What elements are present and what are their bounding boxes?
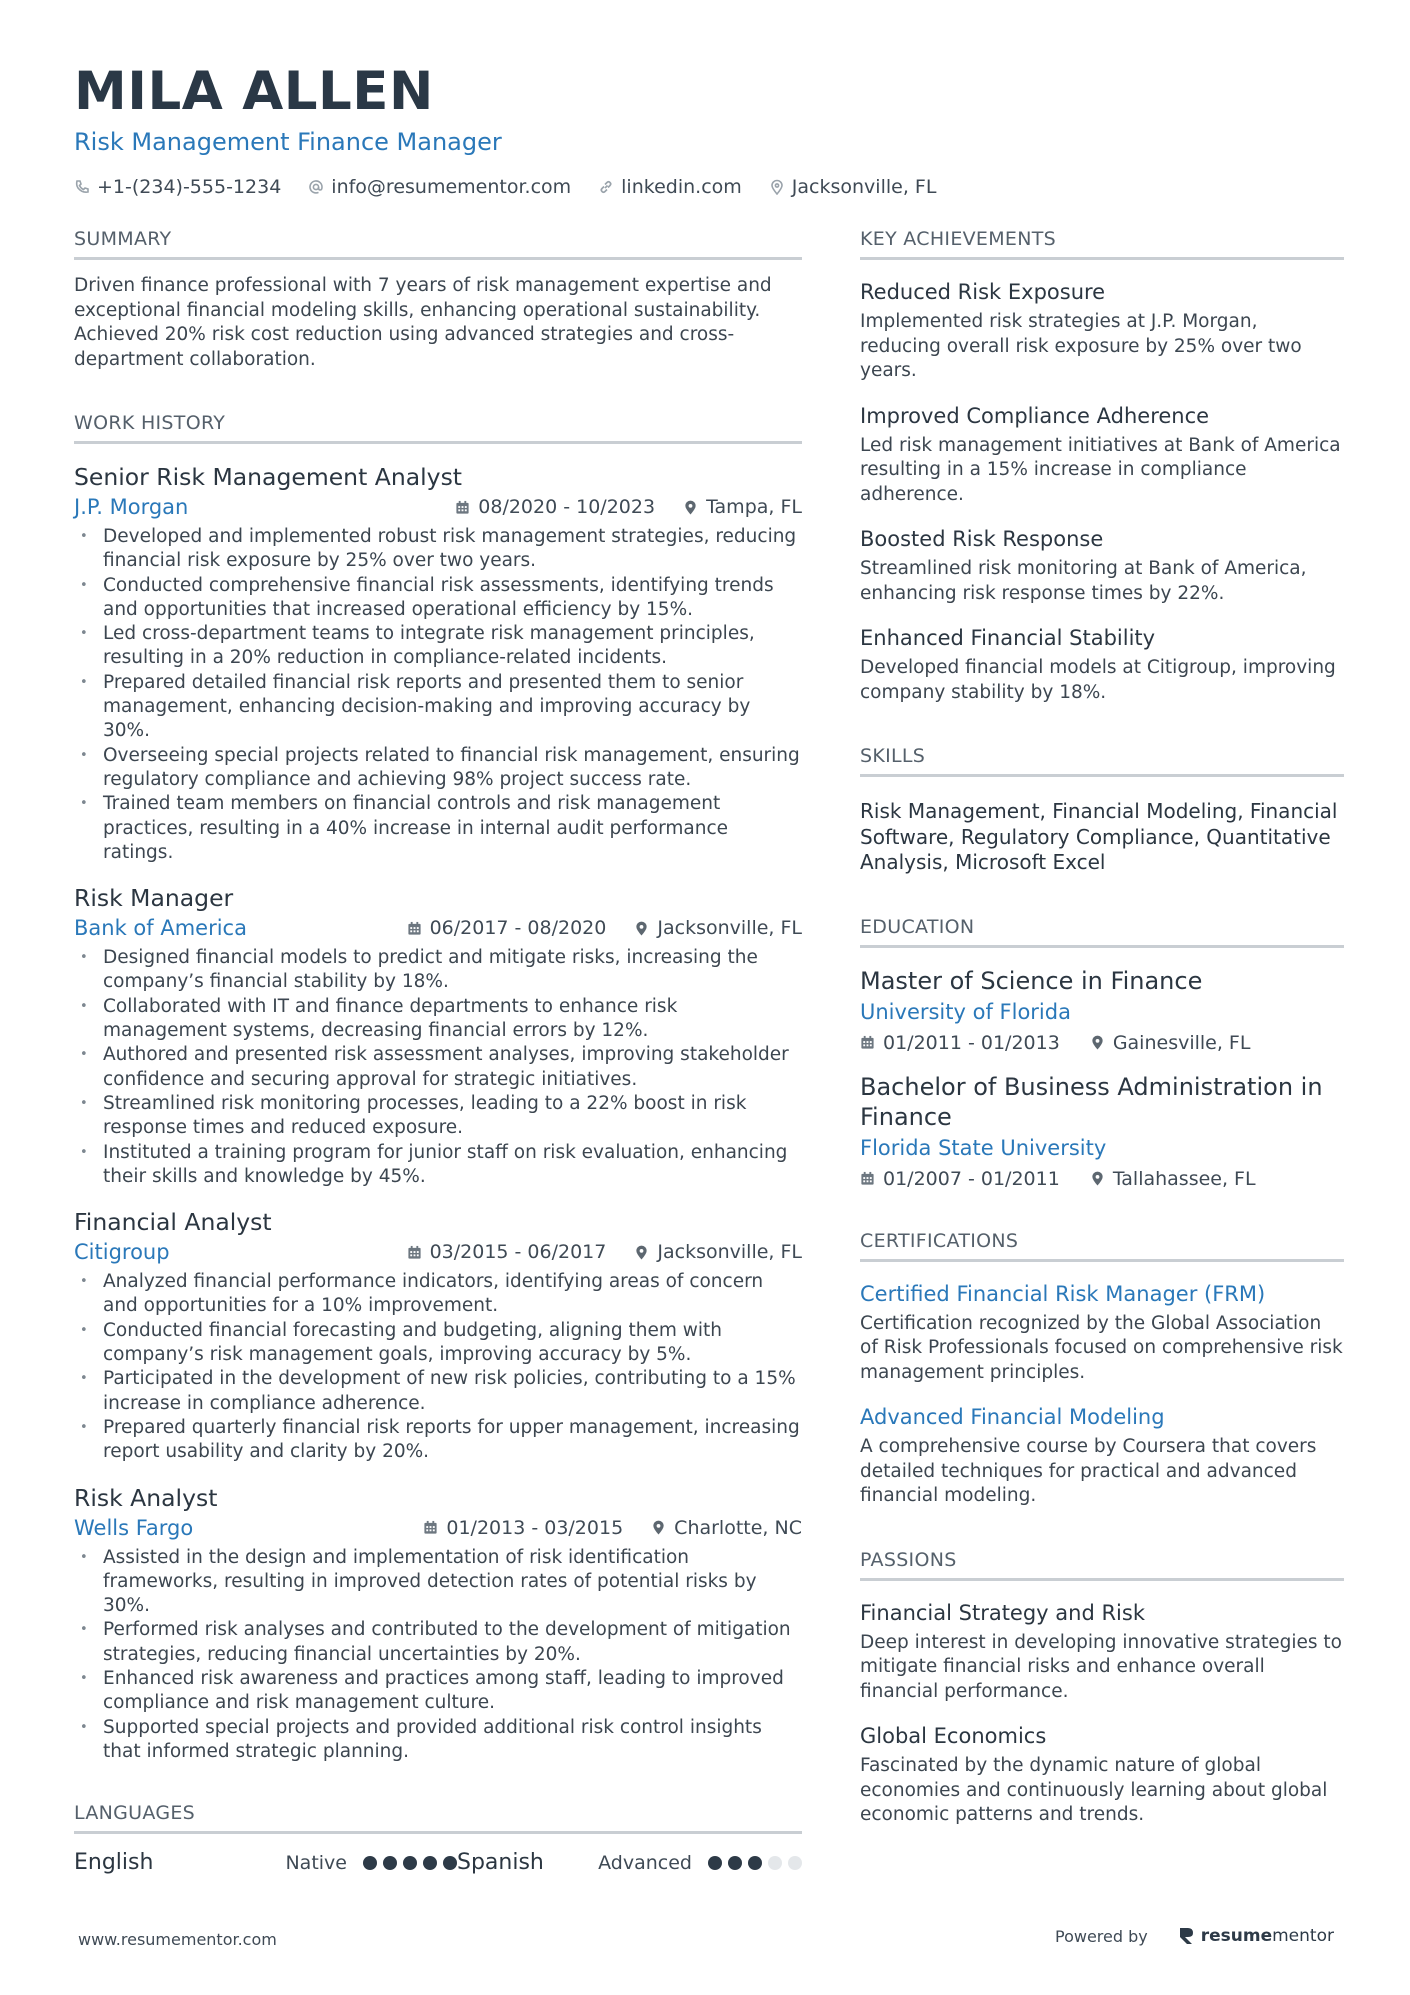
bullet-item: • Led cross-department teams to integrate risk management principles, resulting in a 20% reduction in compliance-related incidents. xyxy=(74,622,802,671)
brand-name-bold: resume xyxy=(1200,1926,1273,1946)
location-pin-icon xyxy=(1090,1171,1105,1186)
job-dates-text: 08/2020 - 10/2023 xyxy=(478,496,656,518)
footer-branding xyxy=(1055,1926,1334,1946)
bullet-item: • Conducted financial forecasting and budgeting, aligning them with company’s risk management goals, improving accuracy by 5%. xyxy=(74,1319,802,1368)
rating-dot-empty xyxy=(768,1856,782,1870)
achievement-title: Enhanced Financial Stability xyxy=(860,626,1156,650)
contact-location xyxy=(769,176,937,198)
contact-email xyxy=(308,176,571,198)
contact-linkedin xyxy=(598,176,742,198)
achievement-item xyxy=(860,278,1344,384)
job-dates-text: 03/2015 - 06/2017 xyxy=(429,1241,607,1264)
bullet-item: • Overseeing special projects related to financial risk management, ensuring regulatory compliance and achieving 98% project success rate. xyxy=(74,744,802,793)
job-entry xyxy=(74,462,802,865)
education-location-text: Gainesville, FL xyxy=(1112,1031,1251,1054)
job-entry xyxy=(74,1207,802,1464)
passion-title: Financial Strategy and Risk xyxy=(860,1600,1145,1625)
job-title: Risk Analyst xyxy=(74,1483,218,1512)
location-pin-icon xyxy=(1090,1035,1105,1050)
link-icon xyxy=(598,179,614,195)
job-location-text: Charlotte, NC xyxy=(674,1516,802,1539)
education-dates-text: 01/2007 - 01/2011 xyxy=(883,1167,1060,1190)
job-location xyxy=(683,496,802,518)
rating-dot-filled xyxy=(423,1856,437,1870)
education-school: Florida State University xyxy=(860,1135,1107,1160)
certifications-section xyxy=(860,1230,1344,1509)
summary-heading: SUMMARY xyxy=(74,228,802,260)
achievement-item xyxy=(860,402,1344,508)
job-company: Wells Fargo xyxy=(74,1515,194,1540)
languages-row xyxy=(74,1850,802,1875)
location-pin-icon xyxy=(683,500,698,515)
job-title: Financial Analyst xyxy=(74,1208,272,1237)
bullet-item: • Prepared detailed financial risk reports and presented them to senior management, enhancing decision-making and improving accuracy by 30%. xyxy=(74,671,802,744)
resume-header xyxy=(74,60,1344,198)
bullet-item: • Participated in the development of new risk policies, contributing to a 15% increase in compliance adherence. xyxy=(74,1367,802,1416)
left-column xyxy=(74,228,802,1875)
job-bullets xyxy=(74,1270,802,1464)
location-text: Jacksonville, FL xyxy=(791,176,937,198)
at-icon xyxy=(308,179,324,195)
bullet-item: • Developed and implemented robust risk management strategies, reducing financial risk exposure by 25% over two years. xyxy=(74,525,802,574)
summary-section xyxy=(74,228,802,372)
job-company: Bank of America xyxy=(74,916,247,941)
education-meta xyxy=(860,1032,1344,1054)
email-text: info@resumementor.com xyxy=(331,176,572,198)
achievement-title: Reduced Risk Exposure xyxy=(860,280,1106,304)
education-meta xyxy=(860,1168,1344,1190)
education-section xyxy=(860,916,1344,1190)
bullet-item: • Trained team members on financial controls and risk management practices, resulting in a 40% increase in internal audit performance ratings. xyxy=(74,792,802,865)
resumementor-logo-icon xyxy=(1178,1926,1196,1946)
certification-title: Advanced Financial Modeling xyxy=(860,1405,1165,1429)
education-heading: EDUCATION xyxy=(860,916,1344,948)
bullet-item: • Authored and presented risk assessment analyses, improving stakeholder confidence and securing approval for strategic initiatives. xyxy=(74,1043,802,1092)
location-pin-icon xyxy=(769,179,785,195)
rating-dot-filled xyxy=(443,1856,457,1870)
contact-bar xyxy=(74,176,1344,198)
languages-heading: LANGUAGES xyxy=(74,1802,802,1834)
achievements-heading: KEY ACHIEVEMENTS xyxy=(860,228,1344,260)
brand-logo[interactable] xyxy=(1178,1926,1334,1946)
job-entry xyxy=(74,1483,802,1765)
education-degree: Bachelor of Business Administration in Finance xyxy=(860,1072,1323,1131)
education-dates xyxy=(860,1032,1060,1054)
education-location xyxy=(1090,1032,1251,1054)
job-bullets xyxy=(74,525,802,865)
bullet-item: • Conducted comprehensive financial risk assessments, identifying trends and opportunities that increased operational efficiency by 15%. xyxy=(74,574,802,623)
language-level: Advanced xyxy=(598,1851,692,1874)
job-title: Risk Manager xyxy=(74,884,234,913)
candidate-title: Risk Management Finance Manager xyxy=(74,128,502,156)
education-location-text: Tallahassee, FL xyxy=(1112,1167,1256,1190)
right-column xyxy=(860,228,1344,1828)
achievements-section xyxy=(860,228,1344,705)
phone-text: +1-(234)-555-1234 xyxy=(97,176,282,198)
passion-text: Fascinated by the dynamic nature of global economies and continuously learning about global economic patterns and trends. xyxy=(860,1755,1328,1825)
bullet-item: • Designed financial models to predict and mitigate risks, increasing the company’s financial stability by 18%. xyxy=(74,946,802,995)
job-dates-text: 06/2017 - 08/2020 xyxy=(429,917,607,940)
rating-dot-filled xyxy=(748,1856,762,1870)
bullet-item: • Analyzed financial performance indicators, identifying areas of concern and opportunities for a 10% improvement. xyxy=(74,1270,802,1319)
education-location xyxy=(1090,1168,1256,1190)
job-meta xyxy=(74,916,802,940)
candidate-name: MILA ALLEN xyxy=(74,61,434,122)
achievement-item xyxy=(860,624,1344,705)
job-location-text: Jacksonville, FL xyxy=(657,917,802,940)
location-pin-icon xyxy=(651,1520,666,1535)
achievement-title: Boosted Risk Response xyxy=(860,527,1104,551)
job-bullets xyxy=(74,946,802,1189)
education-school: University of Florida xyxy=(860,999,1071,1024)
language-level: Native xyxy=(285,1851,347,1874)
certification-item xyxy=(860,1280,1344,1386)
education-dates-text: 01/2011 - 01/2013 xyxy=(883,1031,1060,1054)
calendar-icon xyxy=(423,1520,438,1535)
work-history-section xyxy=(74,412,802,1764)
achievement-title: Improved Compliance Adherence xyxy=(860,403,1210,428)
achievement-text: Implemented risk strategies at J.P. Morgan, reducing overall risk exposure by 25% over two years. xyxy=(860,311,1302,381)
achievement-item xyxy=(860,525,1344,606)
calendar-icon xyxy=(455,500,470,515)
skills-list: Risk Management, Financial Modeling, Financial Software, Regulatory Compliance, Quantitative Analysis, Microsoft Excel xyxy=(860,799,1338,874)
job-dates xyxy=(407,917,607,939)
job-dates xyxy=(407,1241,607,1263)
bullet-item: • Collaborated with IT and finance departments to enhance risk management systems, decreasing financial errors by 12%. xyxy=(74,995,802,1044)
job-location xyxy=(651,1517,802,1539)
footer-website[interactable]: www.resumementor.com xyxy=(78,1930,277,1949)
job-location-text: Tampa, FL xyxy=(706,496,802,518)
job-dates xyxy=(455,496,655,518)
bullet-item: • Assisted in the design and implementation of risk identification frameworks, resulting in improved detection rates of potential risks by 30%. xyxy=(74,1546,802,1619)
job-title: Senior Risk Management Analyst xyxy=(74,463,463,491)
calendar-icon xyxy=(407,921,422,936)
rating-dot-filled xyxy=(708,1856,722,1870)
job-company: J.P. Morgan xyxy=(74,495,189,519)
linkedin-text: linkedin.com xyxy=(621,176,742,198)
location-pin-icon xyxy=(634,921,649,936)
location-pin-icon xyxy=(634,1245,649,1260)
education-dates xyxy=(860,1168,1060,1190)
rating-dot-filled xyxy=(383,1856,397,1870)
job-bullets xyxy=(74,1546,802,1765)
calendar-icon xyxy=(407,1245,422,1260)
language-rating xyxy=(708,1856,802,1870)
education-item xyxy=(860,1072,1344,1190)
contact-phone xyxy=(74,176,281,198)
job-entry xyxy=(74,883,802,1189)
job-location xyxy=(634,1241,802,1263)
achievement-text: Streamlined risk monitoring at Bank of America, enhancing risk response times by 22%. xyxy=(860,558,1307,604)
certification-text: A comprehensive course by Coursera that covers detailed techniques for practical and advanced financial modeling. xyxy=(860,1436,1317,1506)
achievement-text: Led risk management initiatives at Bank of America resulting in a 15% increase in compliance adherence. xyxy=(860,434,1341,505)
calendar-icon xyxy=(860,1035,875,1050)
passion-title: Global Economics xyxy=(860,1724,1047,1748)
passion-text: Deep interest in developing innovative strategies to mitigate financial risks and enhance overall financial performance. xyxy=(860,1631,1343,1702)
certifications-heading: CERTIFICATIONS xyxy=(860,1230,1344,1262)
rating-dot-empty xyxy=(788,1856,802,1870)
skills-heading: SKILLS xyxy=(860,745,1344,777)
job-dates xyxy=(423,1517,623,1539)
rating-dot-filled xyxy=(403,1856,417,1870)
bullet-item: • Enhanced risk awareness and practices among staff, leading to improved compliance and risk management culture. xyxy=(74,1667,802,1716)
education-degree: Master of Science in Finance xyxy=(860,966,1203,995)
passions-heading: PASSIONS xyxy=(860,1549,1344,1581)
language-item xyxy=(74,1850,457,1875)
job-meta xyxy=(74,1240,802,1264)
passion-item xyxy=(860,1599,1344,1705)
certification-title: Certified Financial Risk Manager (FRM) xyxy=(860,1281,1266,1306)
phone-icon xyxy=(74,179,90,195)
skills-section xyxy=(860,745,1344,876)
bullet-item: • Prepared quarterly financial risk reports for upper management, increasing report usability and clarity by 20%. xyxy=(74,1416,802,1465)
passion-item xyxy=(860,1722,1344,1828)
achievement-text: Developed financial models at Citigroup, improving company stability by 18%. xyxy=(860,657,1336,703)
language-name: Spanish xyxy=(457,1850,544,1876)
bullet-item: • Supported special projects and provided additional risk control insights that informed strategic planning. xyxy=(74,1716,802,1765)
job-meta xyxy=(74,1516,802,1540)
summary-text: Driven finance professional with 7 years of risk management expertise and exceptional financial modeling skills, enhancing operational sustainability. Achieved 20% risk cost reduction using advanced strategies and cross-department collaboration. xyxy=(74,275,772,370)
job-company: Citigroup xyxy=(74,1240,170,1265)
bullet-item: • Instituted a training program for junior staff on risk evaluation, enhancing their skills and knowledge by 45%. xyxy=(74,1141,802,1190)
passions-section xyxy=(860,1549,1344,1828)
certification-item xyxy=(860,1403,1344,1509)
language-item xyxy=(457,1850,802,1875)
language-name: English xyxy=(74,1850,154,1876)
brand-name-light: mentor xyxy=(1272,1926,1334,1946)
rating-dot-filled xyxy=(728,1856,742,1870)
language-rating xyxy=(363,1856,457,1870)
calendar-icon xyxy=(860,1171,875,1186)
powered-by-label: Powered by xyxy=(1055,1926,1148,1946)
job-location xyxy=(634,917,802,939)
job-dates-text: 01/2013 - 03/2015 xyxy=(446,1516,624,1539)
rating-dot-filled xyxy=(363,1856,377,1870)
languages-section xyxy=(74,1802,802,1875)
job-meta xyxy=(74,495,802,519)
bullet-item: • Streamlined risk monitoring processes, leading to a 22% boost in risk response times and reduced exposure. xyxy=(74,1092,802,1141)
certification-text: Certification recognized by the Global Association of Risk Professionals focused on comprehensive risk management principles. xyxy=(860,1312,1343,1383)
work-history-heading: WORK HISTORY xyxy=(74,412,802,444)
education-item xyxy=(860,966,1344,1054)
bullet-item: • Performed risk analyses and contributed to the development of mitigation strategies, reducing financial uncertainties by 20%. xyxy=(74,1618,802,1667)
job-location-text: Jacksonville, FL xyxy=(657,1241,802,1264)
